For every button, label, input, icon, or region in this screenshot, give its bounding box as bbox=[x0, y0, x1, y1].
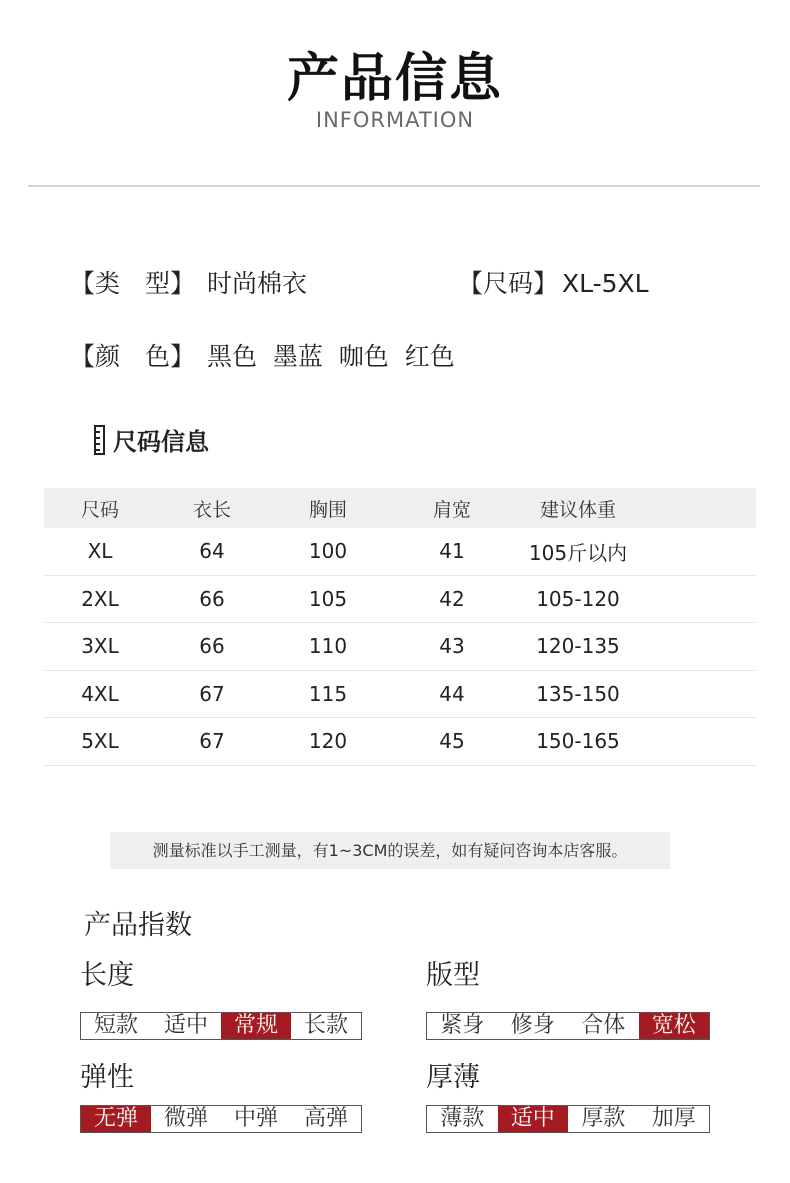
index-option: 合体 bbox=[581, 1013, 626, 1038]
table-cell: 41 bbox=[439, 539, 465, 564]
table-cell: 3XL bbox=[81, 634, 119, 659]
ruler-icon bbox=[94, 425, 105, 455]
table-row bbox=[44, 576, 756, 624]
attr-size bbox=[458, 264, 649, 300]
page-title: 产品信息 bbox=[286, 48, 503, 109]
attr-size-label: 【尺码】 bbox=[458, 269, 559, 298]
measurement-note: 测量标准以手工测量，有1~3CM的误差，如有疑问咨询本店客服。 bbox=[110, 832, 670, 869]
attr-color bbox=[70, 337, 455, 373]
table-cell: 45 bbox=[439, 729, 465, 754]
index-option: 短款 bbox=[93, 1013, 138, 1038]
table-cell: 2XL bbox=[81, 586, 119, 611]
index-option: 微弹 bbox=[163, 1106, 208, 1131]
table-cell: 150-165 bbox=[536, 729, 620, 754]
length-scale bbox=[80, 1012, 362, 1040]
index-label-thickness: 厚薄 bbox=[426, 1062, 480, 1093]
table-cell: 66 bbox=[199, 634, 225, 659]
table-cell: 120 bbox=[308, 729, 348, 754]
product-index-title: 产品指数 bbox=[84, 910, 192, 941]
index-option: 长款 bbox=[303, 1013, 348, 1038]
size-section-label: 尺码信息 bbox=[113, 428, 209, 456]
table-cell: 67 bbox=[199, 681, 225, 706]
index-label-fit: 版型 bbox=[426, 960, 480, 991]
table-cell: 64 bbox=[199, 539, 225, 564]
attr-color-value: 黑色 墨蓝 咖色 红色 bbox=[207, 342, 455, 371]
table-cell: 5XL bbox=[81, 729, 119, 754]
table-cell: XL bbox=[87, 539, 113, 564]
table-header-cell: 胸围 bbox=[308, 498, 347, 521]
table-row bbox=[44, 623, 756, 671]
thickness-scale bbox=[426, 1105, 710, 1133]
table-header-cell: 肩宽 bbox=[432, 498, 471, 521]
table-cell: 44 bbox=[439, 681, 465, 706]
index-option: 紧身 bbox=[440, 1013, 485, 1038]
index-option: 中弹 bbox=[233, 1106, 278, 1131]
fit-scale bbox=[426, 1012, 710, 1040]
table-header-cell: 衣长 bbox=[192, 498, 231, 521]
index-option: 适中 bbox=[498, 1106, 569, 1132]
table-cell: 43 bbox=[439, 634, 465, 659]
table-cell: 120-135 bbox=[536, 634, 620, 659]
index-option: 加厚 bbox=[651, 1106, 696, 1131]
index-option: 适中 bbox=[163, 1013, 208, 1038]
table-header-cell: 建议体重 bbox=[539, 498, 616, 521]
table-cell: 105-120 bbox=[536, 586, 620, 611]
table-cell: 100 bbox=[308, 539, 348, 564]
index-label-length: 长度 bbox=[80, 960, 134, 991]
attr-type-value: 时尚棉衣 bbox=[207, 269, 308, 298]
table-header bbox=[44, 488, 756, 528]
table-row bbox=[44, 718, 756, 766]
index-option: 宽松 bbox=[639, 1013, 710, 1039]
table-cell: 110 bbox=[308, 634, 348, 659]
index-option: 无弹 bbox=[81, 1106, 151, 1132]
attr-type-label: 【类 型】 bbox=[70, 269, 196, 298]
elasticity-scale bbox=[80, 1105, 362, 1133]
index-label-elasticity: 弹性 bbox=[80, 1062, 134, 1093]
table-cell: 42 bbox=[439, 586, 465, 611]
table-header-cell: 尺码 bbox=[80, 498, 119, 521]
index-option: 高弹 bbox=[303, 1106, 348, 1131]
attr-color-label: 【颜 色】 bbox=[70, 342, 196, 371]
index-option: 常规 bbox=[221, 1013, 291, 1039]
page-subtitle: INFORMATION bbox=[315, 108, 475, 132]
index-option: 厚款 bbox=[581, 1106, 626, 1131]
table-cell: 105斤以内 bbox=[528, 540, 628, 565]
index-option: 修身 bbox=[510, 1013, 555, 1038]
size-table bbox=[44, 488, 756, 766]
table-row bbox=[44, 671, 756, 719]
header-divider bbox=[28, 185, 760, 187]
table-cell: 66 bbox=[199, 586, 225, 611]
table-cell: 67 bbox=[199, 729, 225, 754]
index-option: 薄款 bbox=[440, 1106, 485, 1131]
size-section-title bbox=[94, 422, 209, 457]
table-cell: 4XL bbox=[81, 681, 119, 706]
table-cell: 105 bbox=[308, 586, 348, 611]
attr-size-value: XL-5XL bbox=[562, 269, 649, 298]
attr-type bbox=[70, 264, 307, 300]
table-cell: 135-150 bbox=[536, 681, 620, 706]
table-cell: 115 bbox=[308, 681, 348, 706]
table-row bbox=[44, 528, 756, 576]
